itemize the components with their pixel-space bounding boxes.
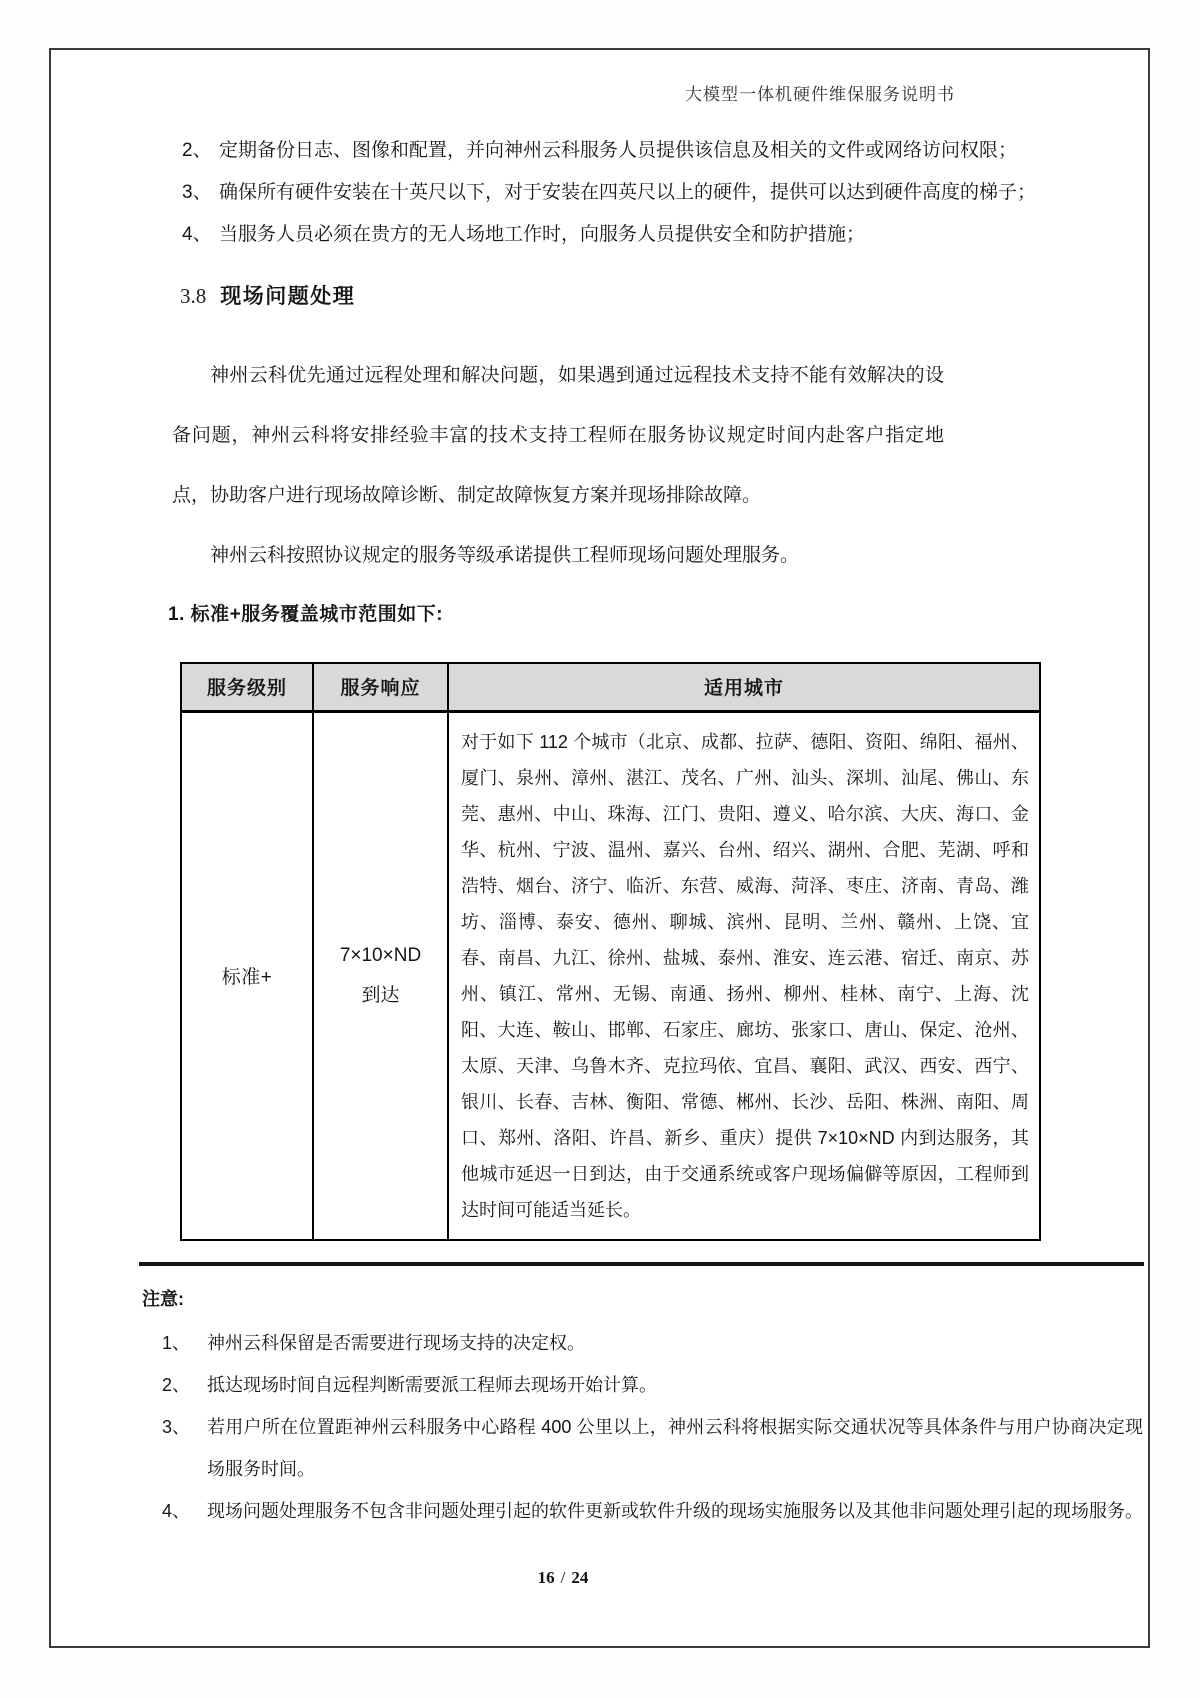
list-item-number: 4、	[182, 224, 212, 245]
service-response-line1: 7×10×ND	[339, 944, 422, 966]
list-item-text: 当服务人员必须在贵方的无人场地工作时，向服务人员提供安全和防护措施；	[219, 224, 866, 245]
note-text: 抵达现场时间自远程判断需要派工程师去现场开始计算。	[207, 1375, 657, 1395]
column-header-service-response: 服务响应	[313, 663, 448, 711]
section-number: 3.8	[180, 284, 207, 308]
note-text: 若用户所在位置距神州云科服务中心路程 400 公里以上，神州云科将根据实际交通状况等具体条件与用户协商决定现场服务时间。	[207, 1417, 1143, 1479]
coverage-list-heading: 1. 标准+服务覆盖城市范围如下:	[168, 604, 444, 625]
note-number: 2、	[162, 1375, 191, 1395]
note-number: 4、	[162, 1501, 191, 1521]
section-title: 现场问题处理	[220, 285, 356, 308]
page-frame	[49, 48, 1150, 1648]
service-response-line2: 到达	[361, 984, 400, 1006]
column-header-applicable-cities: 适用城市	[448, 663, 1040, 711]
page-current: 16	[537, 1568, 555, 1587]
page-separator: /	[560, 1568, 566, 1587]
doc-header	[51, 80, 955, 105]
intro-list	[182, 130, 1167, 256]
page-number	[51, 1568, 1075, 1588]
cell-service-response	[313, 711, 448, 1240]
note-text: 现场问题处理服务不包含非问题处理引起的软件更新或软件升级的现场实施服务以及其他非问题处理引起的现场服务。	[207, 1501, 1143, 1521]
service-coverage-table	[180, 662, 1041, 1241]
note-item	[162, 1322, 1143, 1364]
notes-label: 注意:	[142, 1289, 184, 1309]
note-number: 1、	[162, 1333, 191, 1353]
table-row	[181, 711, 1040, 1240]
list-item	[182, 172, 1167, 214]
list-item	[182, 130, 1167, 172]
notes-list	[162, 1322, 1143, 1532]
body-paragraphs	[172, 346, 944, 586]
list-item-text: 确保所有硬件安装在十英尺以下，对于安装在四英尺以上的硬件，提供可以达到硬件高度的梯子；	[219, 182, 1037, 203]
body-paragraph: 神州云科按照协议规定的服务等级承诺提供工程师现场问题处理服务。	[210, 545, 800, 566]
list-item-number: 2、	[182, 140, 212, 161]
note-text: 神州云科保留是否需要进行现场支持的决定权。	[207, 1333, 585, 1353]
note-item	[162, 1364, 1143, 1406]
section-heading	[180, 280, 355, 310]
list-item	[182, 214, 1167, 256]
cell-service-level: 标准+	[181, 711, 313, 1240]
column-header-service-level: 服务级别	[181, 663, 313, 711]
divider-rule	[139, 1262, 1144, 1266]
list-item-number: 3、	[182, 182, 212, 203]
note-item	[162, 1490, 1143, 1532]
list-item-text: 定期备份日志、图像和配置，并向神州云科服务人员提供该信息及相关的文件或网络访问权限；	[219, 140, 1018, 161]
table-header-row	[181, 663, 1040, 711]
note-item	[162, 1406, 1143, 1490]
page-total: 24	[571, 1568, 589, 1587]
doc-title: 大模型一体机硬件维保服务说明书	[685, 85, 955, 104]
note-number: 3、	[162, 1417, 191, 1437]
body-paragraph: 神州云科优先通过远程处理和解决问题，如果遇到通过远程技术支持不能有效解决的设备问题，神州云科将安排经验丰富的技术支持工程师在服务协议规定时间内赴客户指定地点，协助客户进行现场故障诊断、制定故障恢复方案并现场排除故障。	[172, 365, 944, 506]
cell-applicable-cities: 对于如下 112 个城市（北京、成都、拉萨、德阳、资阳、绵阳、福州、厦门、泉州、漳州、湛江、茂名、广州、汕头、深圳、汕尾、佛山、东莞、惠州、中山、珠海、江门、贵阳、遵义、哈尔滨、大庆、海口、金华、杭州、宁波、温州、嘉兴、台州、绍兴、湖州、合肥、芜湖、呼和浩特、烟台、济宁、临沂、东营、威海、菏泽、枣庄、济南、青岛、潍坊、淄博、泰安、德州、聊城、滨州、昆明、兰州、赣州、上饶、宜春、南昌、九江、徐州、盐城、泰州、淮安、连云港、宿迁、南京、苏州、镇江、常州、无锡、南通、扬州、柳州、桂林、南宁、上海、沈阳、大连、鞍山、邯郸、石家庄、廊坊、张家口、唐山、保定、沧州、太原、天津、乌鲁木齐、克拉玛依、宜昌、襄阳、武汉、西安、西宁、银川、长春、吉林、衡阳、常德、郴州、长沙、岳阳、株洲、南阳、周口、郑州、洛阳、许昌、新乡、重庆）提供 7×10×ND 内到达服务，其他城市延迟一日到达，由于交通系统或客户现场偏僻等原因，工程师到达时间可能适当延长。	[448, 711, 1040, 1240]
